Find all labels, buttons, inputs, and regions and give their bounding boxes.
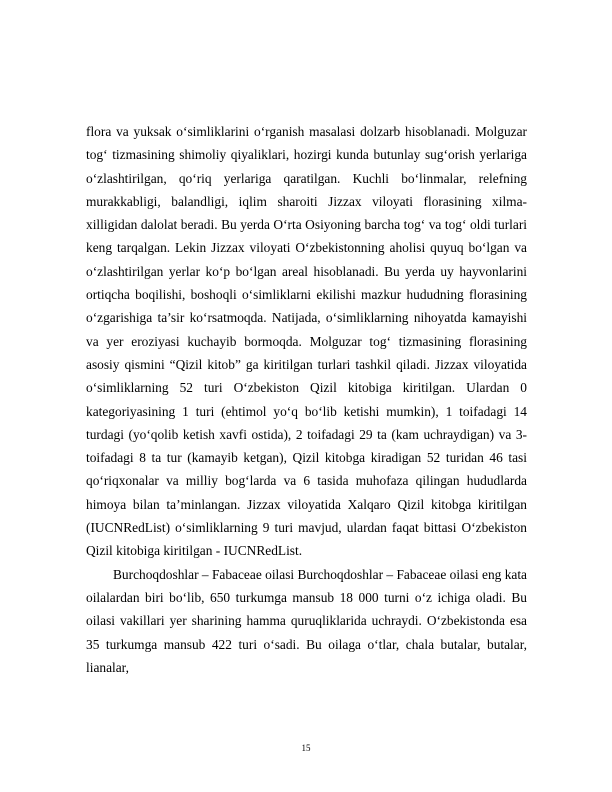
- page-number: 15: [301, 743, 311, 753]
- body-text: [86, 120, 527, 679]
- paragraph-fabaceae: Burchoqdoshlar – Fabaceae oilasi Burchoqdoshlar – Fabaceae oilasi eng kata oilalardan biri bo‘lib, 650 turkumga mansub 18 000 turni o‘z ichiga oladi. Bu oilasi vakillari yer sharining hamma quruqliklarida uchraydi. O‘zbekistonda esa 35 turkumga mansub 422 turi o‘sadi. Bu oilaga o‘tlar, chala butalar, butalar, lianalar,: [86, 566, 527, 675]
- paragraph-flora: flora va yuksak o‘simliklarini o‘rganish masalasi dolzarb hisoblanadi. Molguzar tog‘ tizmasining shimoliy qiyaliklari, hozirgi kunda butunlay sug‘orish yerlariga o‘zlashtirilgan, qo‘riq yerlariga qaratilgan. Kuchli bo‘linmalar, relefning murakkabligi, balandligi, iqlim sharoiti Jizzax viloyati florasining xilma-xilligidan dalolat beradi. Bu yerda O‘rta Osiyoning barcha tog‘ va tog‘ oldi turlari keng tarqalgan. Lekin Jizzax viloyati O‘zbekistonning aholisi quyuq bo‘lgan va o‘zlashtirilgan yerlar ko‘p bo‘lgan areal hisoblanadi. Bu yerda uy hayvonlarini ortiqcha boqilishi, boshoqli o‘simliklarni ekilishi mazkur hududning florasining o‘zgarishiga ta’sir ko‘rsatmoqda. Natijada, o‘simliklarning nihoyatda kamayishi va yer eroziyasi kuchayib bormoqda. Molguzar tog‘ tizmasining florasining asosiy qismini “Qizil kitob” ga kiritilgan turlari tashkil qiladi. Jizzax viloyatida o‘simliklarning 52 turi O‘zbekiston Qizil kitobiga kiritilgan. Ulardan 0 kategoriyasining 1 turi (ehtimol yo‘q bo‘lib ketishi mumkin), 1 toifadagi 14 turdagi (yo‘qolib ketish xavfi ostida), 2 toifadagi 29 ta (kam uchraydigan) va 3-toifadagi 8 ta tur (kamayib ketgan), Qizil kitobga kiradigan 52 turidan 46 tasi qo‘riqxonalar va milliy bog‘larda va 6 tasida muhofaza qilingan hududlarda himoya bilan ta’minlangan. Jizzax viloyatida Xalqaro Qizil kitobga kiritilgan (IUCNRedList) o‘simliklarning 9 turi mavjud, ulardan faqat bittasi O‘zbekiston Qizil kitobiga kiritilgan - IUCNRedList.: [86, 124, 527, 559]
